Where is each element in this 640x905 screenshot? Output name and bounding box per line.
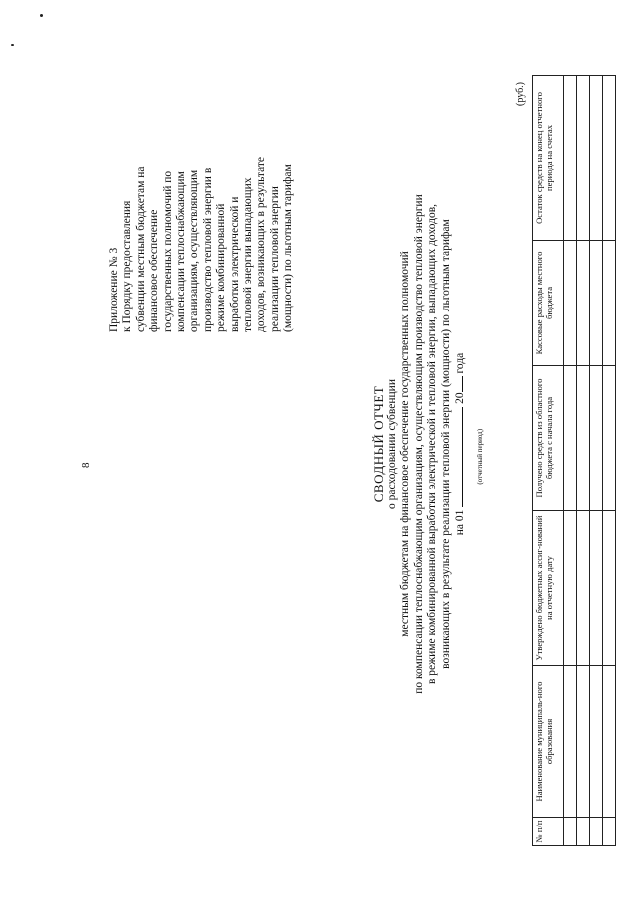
year-blank-field xyxy=(462,376,463,392)
appendix-line: организациям, осуществляющим xyxy=(188,169,201,332)
report-subtitle-line: местным бюджетам на финансовое обеспечение государственных полномочий xyxy=(399,251,412,637)
table-header-cell: № п/п xyxy=(533,818,564,846)
table-cell xyxy=(577,76,590,241)
date-year-prefix: 20 xyxy=(453,392,466,404)
table-cell xyxy=(590,241,603,366)
table-cell xyxy=(603,76,616,241)
appendix-line: реализации тепловой энергии xyxy=(268,186,281,332)
appendix-line: режиме комбинированной xyxy=(215,203,228,332)
table-cell xyxy=(577,366,590,511)
report-subtitle-line: по компенсации теплоснабжающим организациям, осуществляющим производство тепловой энергии xyxy=(412,194,425,694)
table-cell xyxy=(577,511,590,666)
table-cell xyxy=(564,666,577,818)
table-header-row xyxy=(533,76,564,846)
table-cell xyxy=(590,76,603,241)
table-row xyxy=(564,76,577,846)
page-number: 8 xyxy=(80,462,92,468)
table-header-cell: Кассовые расходы местного бюджета xyxy=(533,241,564,366)
report-date-line xyxy=(453,64,484,824)
table-row xyxy=(603,76,616,846)
period-blank-field xyxy=(462,407,484,507)
appendix-line: производство тепловой энергии в xyxy=(201,167,214,332)
report-title-block xyxy=(371,64,484,824)
table-cell xyxy=(590,366,603,511)
table-cell xyxy=(577,241,590,366)
table-cell xyxy=(564,511,577,666)
appendix-line: (мощности) по льготным тарифам xyxy=(282,164,295,332)
table-cell xyxy=(564,818,577,846)
report-table xyxy=(532,75,616,846)
table-cell xyxy=(603,366,616,511)
period-hint: (отчетный период) xyxy=(475,428,484,485)
table-cell xyxy=(603,511,616,666)
table-cell xyxy=(564,76,577,241)
appendix-line: Приложение № 3 xyxy=(108,247,120,332)
table-cell xyxy=(603,241,616,366)
appendix-line: финансовое обеспечение xyxy=(148,209,161,332)
table-cell xyxy=(577,818,590,846)
table-cell xyxy=(590,666,603,818)
scan-speck xyxy=(11,44,14,46)
table-cell xyxy=(577,666,590,818)
appendix-header xyxy=(108,72,296,332)
table-cell xyxy=(564,241,577,366)
table-header-cell: Остаток средств на конец отчетного периода на счетах xyxy=(533,76,564,241)
appendix-line: государственных полномочий по xyxy=(161,170,174,332)
report-subtitle-line: возникающих в результате реализации тепловой энергии (мощности) по льготным тарифам xyxy=(439,219,452,669)
appendix-line: к Порядку предоставления xyxy=(121,200,134,332)
report-subtitle-line: о расходовании субвенции xyxy=(385,379,398,509)
table-cell xyxy=(603,818,616,846)
currency-unit: (руб.) xyxy=(515,82,526,106)
date-suffix: года xyxy=(453,352,466,374)
table-cell xyxy=(590,511,603,666)
report-subtitle-line: в режиме комбинированной выработки электрической и тепловой энергии, выпадающих доходов, xyxy=(426,203,439,685)
appendix-line: субвенции местным бюджетам на xyxy=(134,166,147,332)
appendix-line: тепловой энергии выпадающих xyxy=(242,177,255,332)
appendix-line: доходов, возникающих в результате xyxy=(255,156,268,332)
table-cell xyxy=(603,666,616,818)
table-header-cell: Утверждено бюджетных ассиг-нований на отчетную дату xyxy=(533,511,564,666)
appendix-line: компенсации теплоснабжающим xyxy=(175,171,188,332)
report-title: СВОДНЫЙ ОТЧЕТ xyxy=(371,385,386,503)
table-header-cell: Наименование муниципаль-ного образования xyxy=(533,666,564,818)
table-cell xyxy=(564,366,577,511)
table-cell xyxy=(590,818,603,846)
appendix-line: выработки электрической и xyxy=(228,196,241,332)
table-row xyxy=(577,76,590,846)
date-prefix: на 01 xyxy=(453,509,466,536)
table-row xyxy=(590,76,603,846)
table-header-cell: Получено средств из областного бюджета с начала года xyxy=(533,366,564,511)
scan-speck xyxy=(40,14,43,17)
